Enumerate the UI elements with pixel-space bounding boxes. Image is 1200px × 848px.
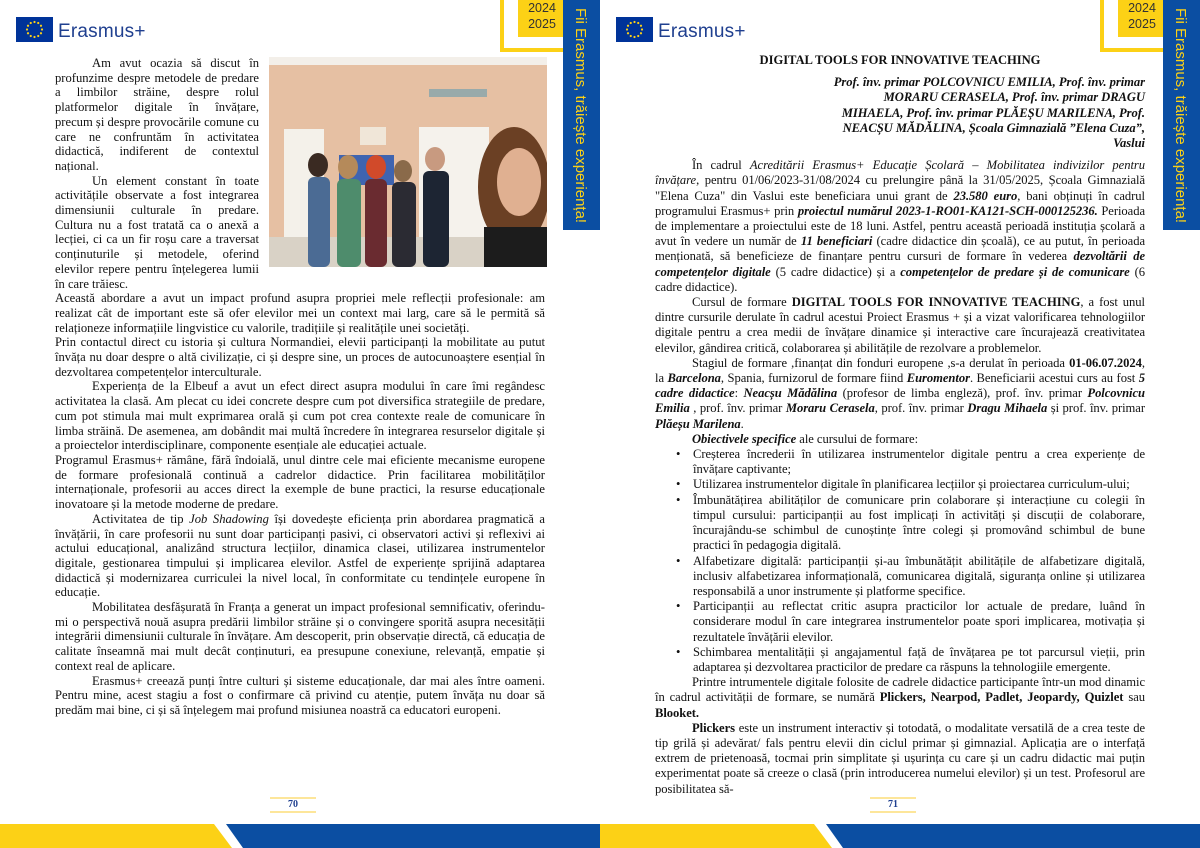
authors bbox=[655, 75, 1145, 151]
emphasis-text: Plickers bbox=[692, 720, 735, 735]
emphasis-text: Barcelona bbox=[667, 371, 721, 386]
text-run: (cadre didactice din școală), ce au putut, în perioada menționată, să beneficieze de finanțare pentru cursuri de formare în vederea bbox=[655, 234, 1145, 264]
slogan-strip bbox=[563, 0, 600, 230]
text-run: . bbox=[740, 416, 744, 431]
year-end: 2025 bbox=[1128, 17, 1156, 31]
text-run: este un instrument interactiv și totodată, o modalitate versatilă de a crea teste de tip grilă și adevărat/ fals pentru elevii din ciclul primar și gimnazial. Aplicația are o interfață extrem de prietenoasă, tocmai prin simplitate și ușurința cu care și un cadru didactic mai puțin experimentat poate să creeze o clasă (prin introducerea numelui elevilor) și un test. Profesorul are posibilitatea să- bbox=[655, 720, 1145, 796]
star-icon bbox=[27, 24, 29, 26]
text-run: , la bbox=[655, 355, 1145, 386]
text-run: Programul Erasmus+ rămâne, fără îndoială, unul dintre cele mai eficiente mecanisme europene de formare profesională continuă a cadrelor didactice. Prin facilitarea mobilităților internaționale, profesorii au acces direct la exemple de bune practici, la resurse educaționale inovatoare și la metode moderne de predare. bbox=[55, 452, 545, 512]
paragraph bbox=[55, 512, 545, 600]
text-run: (profesor de limba engleză), prof. înv. primar bbox=[837, 386, 1088, 401]
erasmus-logo bbox=[616, 15, 746, 43]
author-line: MIHAELA, Prof. înv. primar PLĂEȘU MARILENA, Prof. bbox=[841, 105, 1145, 120]
text-run: (6 cadre didactice). bbox=[655, 264, 1145, 294]
star-icon bbox=[640, 32, 642, 34]
author-line: MORARU CERASELA, Prof. înv. primar DRAGU bbox=[883, 90, 1145, 105]
text-run: , prof. înv. primar bbox=[874, 401, 968, 416]
emphasis-text: proiectul numărul 2023-1-RO01-KA121-SCH-000125236. bbox=[797, 203, 1098, 218]
article-body bbox=[55, 56, 545, 718]
tools-paragraphs bbox=[655, 675, 1145, 797]
star-icon bbox=[637, 34, 639, 36]
emphasis-text: DIGITAL TOOLS FOR INNOVATIVE TEACHING bbox=[791, 295, 1081, 310]
text-run: își dovedește eficiența prin abordarea pragmatică a învățării, în care profesorii nu sunt doar participanți pasivi, ci observatori activi și reflexivi ai actului educațional, analizând structura lecțiilor, dinamica clasei, utilizarea instrumentelor digitale, gestionarea timpului și implicarea elevilor. Astfel de experiențe sprijină adaptarea didactică și modernizarea curriculei la nivel local, în conformitate cu tendințele europene în educație. bbox=[55, 511, 545, 600]
list-item: • Utilizarea instrumentelor digitale în planificarea lecțiilor și proiectarea curriculum-ului; bbox=[655, 477, 1145, 492]
text-run: ale cursului de formare: bbox=[796, 431, 919, 446]
text-run: Stagiul de formare ,finanțat din fonduri europene ,s-a derulat în perioada bbox=[692, 355, 1070, 370]
text-run: . Beneficiarii acestui curs au fost bbox=[969, 371, 1139, 386]
year-badge bbox=[500, 0, 564, 52]
eu-flag-icon bbox=[16, 17, 53, 42]
star-icon bbox=[626, 28, 628, 30]
slogan: Fii Erasmus, trăiește experiența! bbox=[1172, 8, 1189, 224]
emphasis-text: Moraru Cerasela bbox=[785, 401, 875, 416]
star-icon bbox=[637, 21, 639, 23]
text-run: (5 cadre didactice) și a bbox=[770, 264, 901, 279]
text-run: Această abordare a avut un impact profund asupra propriei mele reflecții profesionale: am realizat cât de important este să ofer elevilor mei un context mai larg, care să le permită să relaționeze informațiile lingvistice cu valorile, tradițiile și realitățile unei societăți. bbox=[55, 291, 545, 335]
emphasis-text: Polcovnicu Emilia bbox=[655, 386, 1145, 416]
paragraph bbox=[655, 675, 1145, 721]
article-title: DIGITAL TOOLS FOR INNOVATIVE TEACHING bbox=[759, 53, 1041, 67]
author-line: Prof. înv. primar POLCOVNICU EMILIA, Prof. înv. primar bbox=[833, 75, 1145, 90]
group-photo bbox=[269, 57, 547, 267]
emphasis-text: 23.580 euro bbox=[953, 188, 1018, 203]
paragraph bbox=[55, 600, 545, 674]
text-run: Am avut ocazia să discut în profunzime despre metodele de predare a limbilor străine, despre rolul platformelor digitale în învățare, precum și despre provocările comune cu care ne confruntăm în activitatea didactică, indiferent de contextul național. bbox=[55, 56, 259, 173]
emphasis-text: Job Shadowing bbox=[189, 511, 269, 526]
erasmus-logo bbox=[16, 15, 146, 43]
emphasis-text: dezvoltării de competențelor digitale bbox=[655, 249, 1145, 279]
text-run: sau bbox=[1123, 690, 1145, 705]
text-run: Experiența de la Elbeuf a avut un efect direct asupra modului în care îmi regândesc activitatea la clasă. Am plecat cu idei concrete despre cum pot diversifica strategiile de predare, cum pot stimula mai mult exprimarea orală și cum pot crea contexte reale de comunicare în limba străină. De asemenea, am dobândit mai multă încredere în integrarea resurselor digitale și a proiectelor interdisciplinare, componente esențiale ale educației actuale. bbox=[55, 379, 545, 453]
text-run: , a fost unul dintre cursurile derulate în cadrul acestui Proiect Erasmus + și a vizat valorificarea tehnologiilor digitale pentru a crea medii de învățare dinamice și interactive care încurajează creativitatea elevilor, gândirea critică, colaborarea și abilitățile de rezolvare a problemelor. bbox=[655, 295, 1145, 355]
emphasis-text: Euromentor bbox=[906, 371, 970, 386]
year-end: 2025 bbox=[528, 17, 556, 31]
emphasis-text: Plăeșu Marilena bbox=[655, 416, 741, 431]
slogan-strip bbox=[1163, 0, 1200, 230]
text-run: În cadrul bbox=[692, 158, 750, 173]
star-icon bbox=[37, 34, 39, 36]
paragraph bbox=[55, 291, 545, 335]
year-badge bbox=[1100, 0, 1164, 52]
list-item: • Îmbunătățirea abilităților de comunicare prin colaborare și interacțiune cu colegii în timpul cursului: participanții au fost implicați în activități și discuții de colaborare, încurajându-se schimbul de cunoștințe între colegi și promovând schimbul de bune practici în pedagogia digitală. bbox=[655, 493, 1145, 554]
text-run: : bbox=[734, 386, 744, 401]
text-run: Erasmus+ creează punți între culturi și sisteme educaționale, dar mai ales între oameni. Pentru mine, acest stagiu a fost o confirmare că privind cu atenție, putem învăța nu doar să predăm mai bine, ci și să înțelegem mai profund misiunea noastră ca educatori europeni. bbox=[55, 673, 545, 717]
text-run: Cursul de formare bbox=[692, 295, 792, 310]
emphasis-text: Obiectivele specifice bbox=[692, 431, 797, 446]
eu-flag-icon bbox=[616, 17, 653, 42]
emphasis-text: 01-06.07.2024 bbox=[1069, 355, 1142, 370]
emphasis-text: competențelor de predare și de comunicare bbox=[900, 264, 1130, 279]
footer-band bbox=[0, 824, 600, 848]
star-icon bbox=[630, 21, 632, 23]
list-item: • Creșterea încrederii în utilizarea instrumentelor digitale pentru a crea experiențe de învățare captivante; bbox=[655, 447, 1145, 477]
paragraph bbox=[55, 674, 545, 718]
intro-paragraphs bbox=[655, 158, 1145, 447]
list-item: • Schimbarea mentalității și angajamentul față de învățarea pe tot parcursul vieții, prin adaptarea și dezvoltarea practicilor de predare ca răspuns la tehnologiile emergente. bbox=[655, 645, 1145, 675]
paragraph bbox=[55, 379, 545, 453]
paragraph bbox=[655, 721, 1145, 797]
star-icon bbox=[627, 24, 629, 26]
text-run: , Spania, furnizorul de formare fiind bbox=[720, 371, 907, 386]
emphasis-text: 11 beneficiari bbox=[800, 234, 873, 249]
right-page bbox=[600, 0, 1200, 848]
star-icon bbox=[641, 28, 643, 30]
article-body bbox=[655, 53, 1146, 796]
author-line: Vaslui bbox=[1113, 136, 1145, 151]
logo-text: Erasmus+ bbox=[658, 21, 746, 42]
star-icon bbox=[640, 24, 642, 26]
emphasis-text: Acreditării Erasmus+ Educație Școlară – Mobilitatea indivizilor pentru învățare bbox=[655, 158, 1145, 188]
page-number: 70 bbox=[270, 797, 316, 813]
text-run: și prof. înv. primar bbox=[1047, 401, 1145, 416]
star-icon bbox=[40, 24, 42, 26]
paragraph bbox=[55, 453, 545, 512]
paragraph bbox=[655, 158, 1145, 295]
list-item: • Participanții au reflectat critic asupra practicilor lor actuale de predare, luând în considerare modul în care integrarea instrumentelor poate spori implicarea, motivația și rezultatele învățării elevilor. bbox=[655, 599, 1145, 645]
text-run: , bani obținuți în cadrul programului Erasmus+ prin bbox=[655, 188, 1146, 218]
paragraph bbox=[55, 335, 545, 379]
star-icon bbox=[26, 28, 28, 30]
text-run: Activitatea de tip bbox=[92, 511, 190, 526]
emphasis-text: Plickers, Nearpod, Padlet, Jeopardy, Quizlet bbox=[879, 690, 1124, 705]
paragraph bbox=[655, 295, 1145, 356]
paragraph bbox=[655, 432, 1145, 447]
author-line: NEACȘU MĂDĂLINA, Școala Gimnazială ”Elena Cuza”, bbox=[842, 120, 1145, 135]
emphasis-text: Neacșu Mădălina bbox=[743, 386, 838, 401]
star-icon bbox=[30, 34, 32, 36]
text-run: Un element constant în toate activitățile observate a fost integrarea dimensiunii culturale în predare. Cultura nu a fost tratată ca o anexă a lecției, ci ca un fir roșu care a traversat conținuturile și metodele, oferind elevilor repere pentru înțelegerea lumii în care trăiesc. bbox=[55, 173, 259, 291]
page-number: 71 bbox=[870, 797, 916, 813]
text-run: Mobilitatea desfășurată în Franța a generat un impact profesional semnificativ, oferindu-mi o perspectivă nouă asupra predării limbilor străine și o convingere sporită asupra necesității integrării dimensiunii culturale în învățare. Am descoperit, prin observație directă, că educația de calitate înseamnă mai mult decât conținuturi, ea presupune conexiune, relevanță, empatie și context real de aplicare. bbox=[55, 600, 545, 673]
text-run: , pentru 01/06/2023-31/08/2024 cu prelungire până la 31/05/2025, Școala Gimnazială "Elena Cuza" din Vaslui este beneficiara unui grant de bbox=[655, 173, 1145, 203]
star-icon bbox=[33, 20, 35, 22]
list-item: • Alfabetizare digitală: participanții și-au îmbunătățit abilitățile de alfabetizare digitală, inclusiv alfabetizarea informațională, comunicarea digitală, siguranța online și utilizarea responsabilă a unor instrumente și platforme specifice. bbox=[655, 554, 1145, 600]
text-run: Printre intrumentele digitale folosite de cadrele didactice participante într-un mod dinamic în cadrul activității de formare, se numără bbox=[655, 675, 1145, 705]
star-icon bbox=[627, 32, 629, 34]
year-start: 2024 bbox=[1128, 1, 1156, 15]
star-icon bbox=[630, 34, 632, 36]
objectives-list bbox=[655, 447, 1145, 675]
star-icon bbox=[40, 32, 42, 34]
footer-band bbox=[600, 824, 1200, 848]
star-icon bbox=[27, 32, 29, 34]
logo-text: Erasmus+ bbox=[58, 21, 146, 42]
year-start: 2024 bbox=[528, 1, 556, 15]
star-icon bbox=[33, 35, 35, 37]
star-icon bbox=[633, 20, 635, 22]
emphasis-text: 5 cadre didactice bbox=[655, 371, 1145, 401]
text-run: , prof. înv. primar bbox=[689, 401, 786, 416]
emphasis-text: Blooket. bbox=[655, 705, 700, 720]
text-run: Prin contactul direct cu istoria și cultura Normandiei, elevii participanți la mobilitate au putut învăța nu doar despre o altă civilizație, ci și despre sine, un proces de autocunoaștere esențial în dezvoltarea competențelor interculturale. bbox=[55, 335, 545, 379]
star-icon bbox=[41, 28, 43, 30]
emphasis-text: Dragu Mihaela bbox=[967, 401, 1048, 416]
star-icon bbox=[37, 21, 39, 23]
star-icon bbox=[633, 35, 635, 37]
paragraph bbox=[655, 356, 1145, 432]
text-run: Perioada de implementare a proiectului este de 18 luni. Astfel, pentru această perioadă instituția școlară a avut în vedere un număr de bbox=[655, 203, 1145, 249]
star-icon bbox=[30, 21, 32, 23]
slogan: Fii Erasmus, trăiește experiența! bbox=[572, 8, 589, 224]
